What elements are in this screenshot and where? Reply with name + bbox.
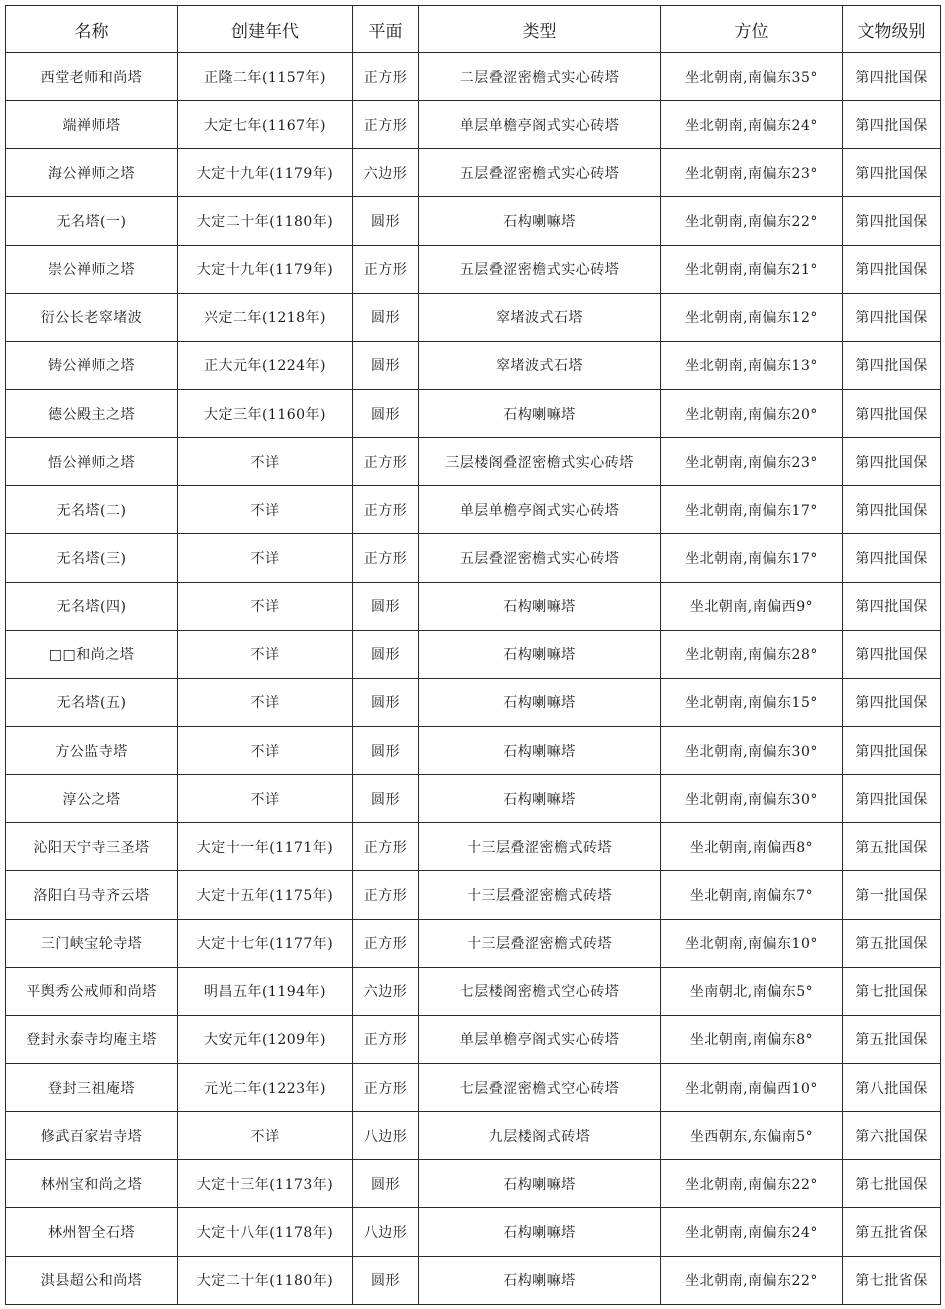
cell-level: 第一批国保 (843, 871, 941, 919)
cell-direction: 坐北朝南,南偏西10° (661, 1063, 843, 1111)
cell-name: 三门峡宝轮寺塔 (6, 919, 178, 967)
cell-year: 不详 (178, 438, 353, 486)
cell-name: 无名塔(五) (6, 678, 178, 726)
cell-name: 方公监寺塔 (6, 726, 178, 774)
cell-name: 崇公禅师之塔 (6, 245, 178, 293)
cell-direction: 坐北朝南,南偏西8° (661, 823, 843, 871)
table-row (6, 341, 941, 389)
table-row (6, 678, 941, 726)
cell-name: 淳公之塔 (6, 775, 178, 823)
cell-year: 不详 (178, 630, 353, 678)
table-row (6, 726, 941, 774)
cell-level: 第八批国保 (843, 1063, 941, 1111)
cell-level: 第四批国保 (843, 341, 941, 389)
table-row (6, 438, 941, 486)
cell-year: 不详 (178, 775, 353, 823)
header-direction: 方位 (661, 6, 843, 53)
cell-direction: 坐北朝南,南偏东22° (661, 1256, 843, 1304)
cell-plan: 正方形 (353, 919, 419, 967)
cell-level: 第四批国保 (843, 678, 941, 726)
cell-name: 林州宝和尚之塔 (6, 1160, 178, 1208)
table-row (6, 53, 941, 101)
cell-year: 大定七年(1167年) (178, 101, 353, 149)
cell-plan: 圆形 (353, 293, 419, 341)
cell-direction: 坐北朝南,南偏东13° (661, 341, 843, 389)
cell-name: 铸公禅师之塔 (6, 341, 178, 389)
cell-direction: 坐北朝南,南偏东22° (661, 1160, 843, 1208)
cell-name: 洛阳白马寺齐云塔 (6, 871, 178, 919)
header-type: 类型 (419, 6, 661, 53)
cell-level: 第五批国保 (843, 1015, 941, 1063)
cell-direction: 坐北朝南,南偏东7° (661, 871, 843, 919)
table-row (6, 1256, 941, 1304)
cell-plan: 圆形 (353, 726, 419, 774)
cell-type: 十三层叠涩密檐式砖塔 (419, 823, 661, 871)
cell-type: 十三层叠涩密檐式砖塔 (419, 919, 661, 967)
cell-level: 第七批国保 (843, 1160, 941, 1208)
cell-type: 石构喇嘛塔 (419, 630, 661, 678)
cell-direction: 坐北朝南,南偏东15° (661, 678, 843, 726)
cell-type: 五层叠涩密檐式实心砖塔 (419, 534, 661, 582)
cell-level: 第四批国保 (843, 389, 941, 437)
cell-type: 五层叠涩密檐式实心砖塔 (419, 245, 661, 293)
table-row (6, 871, 941, 919)
cell-level: 第四批国保 (843, 197, 941, 245)
cell-direction: 坐北朝南,南偏东20° (661, 389, 843, 437)
cell-name: 海公禅师之塔 (6, 149, 178, 197)
table-row (6, 1015, 941, 1063)
cell-level: 第四批国保 (843, 726, 941, 774)
cell-direction: 坐北朝南,南偏东24° (661, 101, 843, 149)
cell-type: 五层叠涩密檐式实心砖塔 (419, 149, 661, 197)
cell-year: 大定十五年(1175年) (178, 871, 353, 919)
cell-direction: 坐北朝南,南偏东21° (661, 245, 843, 293)
cell-direction: 坐北朝南,南偏东23° (661, 438, 843, 486)
cell-plan: 圆形 (353, 197, 419, 245)
cell-name: □□和尚之塔 (6, 630, 178, 678)
cell-level: 第六批国保 (843, 1112, 941, 1160)
cell-direction: 坐北朝南,南偏东30° (661, 775, 843, 823)
header-year: 创建年代 (178, 6, 353, 53)
cell-name: 悟公禅师之塔 (6, 438, 178, 486)
cell-level: 第四批国保 (843, 53, 941, 101)
table-body (6, 53, 941, 1305)
header-plan: 平面 (353, 6, 419, 53)
cell-plan: 正方形 (353, 53, 419, 101)
cell-name: 林州智全石塔 (6, 1208, 178, 1256)
cell-plan: 正方形 (353, 1063, 419, 1111)
table-row (6, 245, 941, 293)
header-name: 名称 (6, 6, 178, 53)
cell-plan: 八边形 (353, 1112, 419, 1160)
cell-type: 石构喇嘛塔 (419, 389, 661, 437)
cell-name: 沁阳天宁寺三圣塔 (6, 823, 178, 871)
table-row (6, 101, 941, 149)
cell-type: 窣堵波式石塔 (419, 293, 661, 341)
cell-direction: 坐北朝南,南偏东12° (661, 293, 843, 341)
cell-name: 无名塔(二) (6, 486, 178, 534)
table-row (6, 197, 941, 245)
header-level: 文物级别 (843, 6, 941, 53)
cell-name: 德公殿主之塔 (6, 389, 178, 437)
cell-name: 登封三祖庵塔 (6, 1063, 178, 1111)
cell-level: 第四批国保 (843, 438, 941, 486)
cell-name: 无名塔(三) (6, 534, 178, 582)
cell-level: 第四批国保 (843, 534, 941, 582)
cell-level: 第四批国保 (843, 486, 941, 534)
cell-name: 平舆秀公戒师和尚塔 (6, 967, 178, 1015)
cell-year: 大定十八年(1178年) (178, 1208, 353, 1256)
cell-name: 修武百家岩寺塔 (6, 1112, 178, 1160)
cell-type: 单层单檐亭阁式实心砖塔 (419, 1015, 661, 1063)
cell-type: 石构喇嘛塔 (419, 197, 661, 245)
cell-type: 石构喇嘛塔 (419, 582, 661, 630)
cell-year: 不详 (178, 486, 353, 534)
cell-year: 大定三年(1160年) (178, 389, 353, 437)
cell-direction: 坐北朝南,南偏东35° (661, 53, 843, 101)
cell-level: 第四批国保 (843, 101, 941, 149)
cell-level: 第四批国保 (843, 775, 941, 823)
table-row (6, 919, 941, 967)
cell-level: 第四批国保 (843, 582, 941, 630)
table-header (6, 6, 941, 53)
table-row (6, 389, 941, 437)
cell-plan: 圆形 (353, 630, 419, 678)
cell-type: 石构喇嘛塔 (419, 726, 661, 774)
cell-direction: 坐北朝南,南偏东22° (661, 197, 843, 245)
cell-level: 第五批省保 (843, 1208, 941, 1256)
cell-level: 第四批国保 (843, 630, 941, 678)
table-row (6, 486, 941, 534)
table-row (6, 534, 941, 582)
cell-direction: 坐北朝南,南偏西9° (661, 582, 843, 630)
cell-name: 淇县超公和尚塔 (6, 1256, 178, 1304)
cell-plan: 圆形 (353, 678, 419, 726)
cell-direction: 坐北朝南,南偏东23° (661, 149, 843, 197)
table-row (6, 823, 941, 871)
cell-year: 大定二十年(1180年) (178, 1256, 353, 1304)
cell-year: 明昌五年(1194年) (178, 967, 353, 1015)
cell-plan: 正方形 (353, 101, 419, 149)
cell-type: 窣堵波式石塔 (419, 341, 661, 389)
cell-level: 第七批省保 (843, 1256, 941, 1304)
cell-name: 西堂老师和尚塔 (6, 53, 178, 101)
table-row (6, 293, 941, 341)
cell-type: 单层单檐亭阁式实心砖塔 (419, 101, 661, 149)
cell-year: 不详 (178, 1112, 353, 1160)
cell-type: 石构喇嘛塔 (419, 1160, 661, 1208)
cell-plan: 正方形 (353, 823, 419, 871)
cell-direction: 坐北朝南,南偏东24° (661, 1208, 843, 1256)
cell-level: 第四批国保 (843, 293, 941, 341)
cell-year: 不详 (178, 534, 353, 582)
cell-plan: 正方形 (353, 245, 419, 293)
cell-direction: 坐北朝南,南偏东8° (661, 1015, 843, 1063)
table-row (6, 775, 941, 823)
table-row (6, 1112, 941, 1160)
cell-type: 三层楼阁叠涩密檐式实心砖塔 (419, 438, 661, 486)
cell-level: 第五批国保 (843, 919, 941, 967)
cell-year: 正大元年(1224年) (178, 341, 353, 389)
cell-name: 登封永泰寺均庵主塔 (6, 1015, 178, 1063)
cell-year: 不详 (178, 582, 353, 630)
table-row (6, 582, 941, 630)
cell-year: 元光二年(1223年) (178, 1063, 353, 1111)
cell-direction: 坐北朝南,南偏东17° (661, 534, 843, 582)
cell-plan: 正方形 (353, 486, 419, 534)
cell-direction: 坐北朝南,南偏东10° (661, 919, 843, 967)
cell-plan: 正方形 (353, 438, 419, 486)
cell-type: 石构喇嘛塔 (419, 1208, 661, 1256)
cell-type: 十三层叠涩密檐式砖塔 (419, 871, 661, 919)
cell-plan: 圆形 (353, 582, 419, 630)
tower-table (5, 5, 941, 1305)
cell-year: 大定十一年(1171年) (178, 823, 353, 871)
cell-type: 九层楼阁式砖塔 (419, 1112, 661, 1160)
cell-year: 大安元年(1209年) (178, 1015, 353, 1063)
cell-level: 第四批国保 (843, 149, 941, 197)
cell-year: 大定十三年(1173年) (178, 1160, 353, 1208)
cell-year: 大定十九年(1179年) (178, 245, 353, 293)
cell-level: 第五批国保 (843, 823, 941, 871)
cell-year: 兴定二年(1218年) (178, 293, 353, 341)
cell-type: 石构喇嘛塔 (419, 1256, 661, 1304)
cell-plan: 圆形 (353, 389, 419, 437)
cell-year: 正隆二年(1157年) (178, 53, 353, 101)
cell-plan: 圆形 (353, 341, 419, 389)
table-row (6, 149, 941, 197)
cell-year: 大定十七年(1177年) (178, 919, 353, 967)
cell-direction: 坐北朝南,南偏东30° (661, 726, 843, 774)
cell-plan: 八边形 (353, 1208, 419, 1256)
cell-name: 无名塔(四) (6, 582, 178, 630)
cell-direction: 坐南朝北,南偏东5° (661, 967, 843, 1015)
cell-plan: 六边形 (353, 967, 419, 1015)
table-row (6, 1063, 941, 1111)
cell-level: 第七批国保 (843, 967, 941, 1015)
table-row (6, 1160, 941, 1208)
table-row (6, 1208, 941, 1256)
cell-plan: 圆形 (353, 1160, 419, 1208)
cell-year: 大定十九年(1179年) (178, 149, 353, 197)
cell-name: 衍公长老窣堵波 (6, 293, 178, 341)
cell-plan: 正方形 (353, 871, 419, 919)
cell-name: 无名塔(一) (6, 197, 178, 245)
cell-direction: 坐西朝东,东偏南5° (661, 1112, 843, 1160)
cell-plan: 圆形 (353, 1256, 419, 1304)
cell-name: 端禅师塔 (6, 101, 178, 149)
cell-type: 七层楼阁密檐式空心砖塔 (419, 967, 661, 1015)
cell-direction: 坐北朝南,南偏东28° (661, 630, 843, 678)
cell-type: 石构喇嘛塔 (419, 678, 661, 726)
cell-plan: 圆形 (353, 775, 419, 823)
cell-year: 不详 (178, 726, 353, 774)
cell-year: 不详 (178, 678, 353, 726)
cell-type: 单层单檐亭阁式实心砖塔 (419, 486, 661, 534)
cell-plan: 六边形 (353, 149, 419, 197)
cell-level: 第四批国保 (843, 245, 941, 293)
cell-plan: 正方形 (353, 1015, 419, 1063)
table-row (6, 630, 941, 678)
cell-year: 大定二十年(1180年) (178, 197, 353, 245)
cell-plan: 正方形 (353, 534, 419, 582)
cell-type: 七层叠涩密檐式空心砖塔 (419, 1063, 661, 1111)
cell-type: 二层叠涩密檐式实心砖塔 (419, 53, 661, 101)
table-row (6, 967, 941, 1015)
header-row (6, 6, 941, 53)
cell-type: 石构喇嘛塔 (419, 775, 661, 823)
cell-direction: 坐北朝南,南偏东17° (661, 486, 843, 534)
